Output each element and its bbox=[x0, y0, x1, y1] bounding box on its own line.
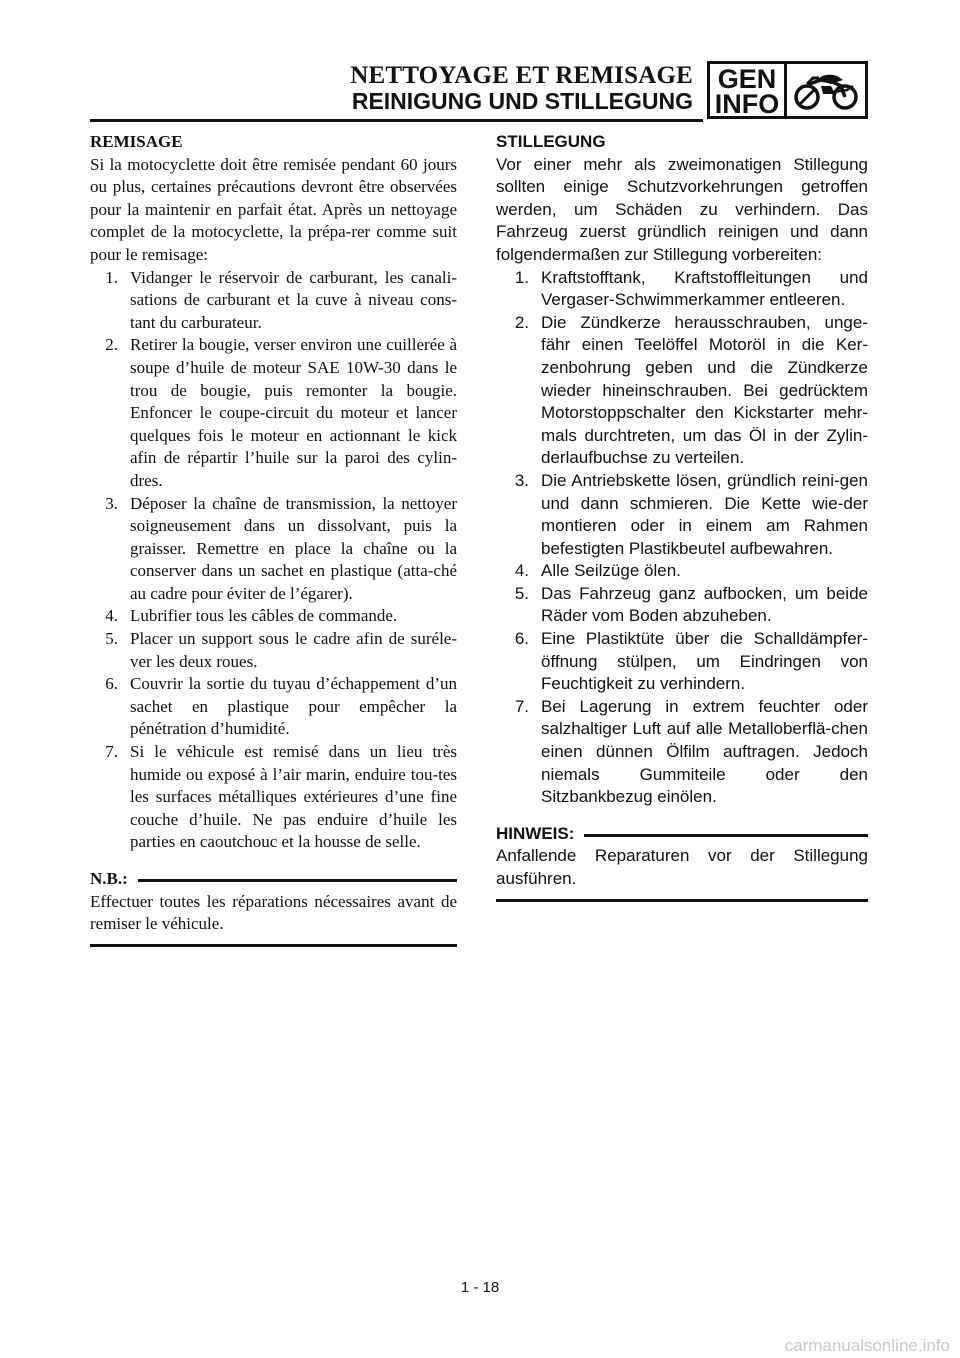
step-fr bbox=[90, 605, 457, 628]
step-text: Déposer la chaîne de transmission, la nettoyer soigneusement dans un dissolvant, puis la graisser. Remettre en place la chaîne ou la conserver dans un sachet en plastique (atta-ché au cadre pour éviter de l’égarer). bbox=[130, 493, 457, 603]
page-number: 1 - 18 bbox=[460, 1279, 500, 1296]
note-rule bbox=[584, 834, 868, 837]
step-de bbox=[496, 470, 868, 560]
step-number: 1. bbox=[514, 267, 529, 287]
step-number: 7. bbox=[105, 742, 118, 762]
section-title-de: STILLEGUNG bbox=[496, 132, 606, 151]
motorcycle-icon bbox=[787, 64, 865, 116]
step-text: Retirer la bougie, verser environ une cuillerée à soupe d’huile de moteur SAE 10W-30 dans le trou de bougie, puis remonter la bougie. Enfoncer le coupe-circuit du moteur et lancer quelques fois le moteur en actionnant le kick afin de répartir l’huile sur la paroi des cylin-dres. bbox=[130, 335, 457, 490]
header-rule bbox=[90, 119, 703, 122]
gen-info-badge bbox=[707, 61, 787, 119]
step-number: 7. bbox=[514, 696, 529, 716]
step-number: 1. bbox=[105, 267, 118, 287]
step-de bbox=[496, 628, 868, 696]
step-text: Eine Plastiktüte über die Schalldämpfer-öffnung stülpen, um Eindringen von Feuchtigkeit zu verhindern. bbox=[541, 629, 868, 694]
step-text: Lubrifier tous les câbles de commande. bbox=[130, 606, 398, 626]
note-label-de: HINWEIS: bbox=[496, 823, 575, 843]
step-number: 4. bbox=[514, 561, 529, 581]
step-de bbox=[496, 560, 868, 583]
step-text: Alle Seilzüge ölen. bbox=[541, 561, 681, 581]
step-fr bbox=[90, 493, 457, 606]
step-fr bbox=[90, 673, 457, 741]
note-end-rule bbox=[496, 899, 868, 902]
note-end-rule bbox=[90, 944, 457, 947]
steps-list-de bbox=[496, 267, 868, 809]
note-text-de: Anfallende Reparaturen vor der Stillegung ausführen. bbox=[496, 846, 868, 888]
motorcycle-badge bbox=[787, 61, 868, 119]
note-text-fr: Effectuer toutes les réparations nécessaires avant de remiser le véhicule. bbox=[90, 891, 457, 934]
step-text: Das Fahrzeug ganz aufbocken, um beide Räder vom Boden abzuheben. bbox=[541, 583, 868, 626]
step-de bbox=[496, 267, 868, 312]
step-number: 6. bbox=[105, 674, 118, 694]
note-label-fr: N.B.: bbox=[90, 869, 128, 888]
badge-line-1: GEN bbox=[717, 64, 777, 94]
intro-fr: Si la motocyclette doit être remisée pendant 60 jours ou plus, certaines précautions devront être observées pour la maintenir en parfait état. Après un nettoyage complet de la motocyclette, la prépa-rer comme suit pour le remisage: bbox=[90, 154, 457, 264]
header-title-fr: NETTOYAGE ET REMISAGE bbox=[350, 62, 693, 89]
note-rule bbox=[138, 879, 457, 882]
step-de bbox=[496, 583, 868, 628]
step-de bbox=[496, 312, 868, 470]
steps-list-fr bbox=[90, 267, 457, 854]
step-text: Couvrir la sortie du tuyau d’échappement d’un sachet en plastique pour empêcher la pénétration d’humidité. bbox=[130, 674, 457, 739]
step-number: 2. bbox=[514, 312, 529, 332]
step-number: 3. bbox=[105, 493, 118, 513]
step-text: Die Zündkerze herausschrauben, unge-fähr einen Teelöffel Motoröl in die Ker-zenbohrung geben und die Zündkerze wieder hineinschrauben. Bei gedrücktem Motorstoppschalter den Kickstarter mehr-mals durchtreten, um das Öl in der Zylin-derlaufbuchse zu verteilen. bbox=[541, 312, 868, 468]
step-text: Vidanger le réservoir de carburant, les canali-sations de carburant et la cuve à niveau cons-tant du carburateur. bbox=[130, 267, 457, 332]
intro-de: Vor einer mehr als zweimonatigen Stillegung sollten einige Schutzvorkehrungen getroffen werden, um Schäden zu verhindern. Das Fahrzeug zuerst gründlich reinigen und dann folgendermaßen zur Stillegung vorbereiten: bbox=[496, 154, 868, 264]
step-number: 6. bbox=[514, 629, 529, 649]
step-text: Kraftstofftank, Kraftstoffleitungen und Vergaser-Schwimmerkammer entleeren. bbox=[541, 267, 868, 310]
note-header-de bbox=[496, 823, 868, 846]
german-column bbox=[496, 131, 868, 902]
step-fr bbox=[90, 267, 457, 335]
french-column bbox=[90, 131, 457, 947]
step-number: 5. bbox=[514, 583, 529, 603]
step-text: Placer un support sous le cadre afin de suréle-ver les deux roues. bbox=[130, 629, 457, 671]
watermark: carmanualsonline.info bbox=[784, 1336, 950, 1355]
note-header-fr bbox=[90, 868, 457, 891]
step-text: Si le véhicule est remisé dans un lieu très humide ou exposé à l’air marin, enduire tou-tes les surfaces métalliques extérieures d’une fine couche d’huile. Ne pas enduire d’huile les parties en caoutchouc et la housse de selle. bbox=[130, 742, 457, 852]
step-text: Bei Lagerung in extrem feuchter oder salzhaltiger Luft auf alle Metalloberflä-chen einen dünnen Ölfilm auftragen. Jedoch niemals Gummiteile oder den Sitzbankbezug einölen. bbox=[541, 696, 868, 807]
header-title-de: REINIGUNG UND STILLEGUNG bbox=[351, 88, 693, 114]
step-fr bbox=[90, 628, 457, 673]
badge-line-2: INFO bbox=[714, 89, 780, 119]
step-number: 4. bbox=[105, 606, 118, 626]
step-text: Die Antriebskette lösen, gründlich reini-gen und dann schmieren. Die Kette wie-der montieren oder in einem am Rahmen befestigten Plastikbeutel aufbewahren. bbox=[541, 470, 868, 558]
step-number: 3. bbox=[514, 470, 529, 490]
step-number: 2. bbox=[105, 335, 118, 355]
step-number: 5. bbox=[105, 629, 118, 649]
step-fr bbox=[90, 334, 457, 492]
step-fr bbox=[90, 741, 457, 854]
step-de bbox=[496, 696, 868, 809]
section-title-fr: REMISAGE bbox=[90, 132, 183, 151]
